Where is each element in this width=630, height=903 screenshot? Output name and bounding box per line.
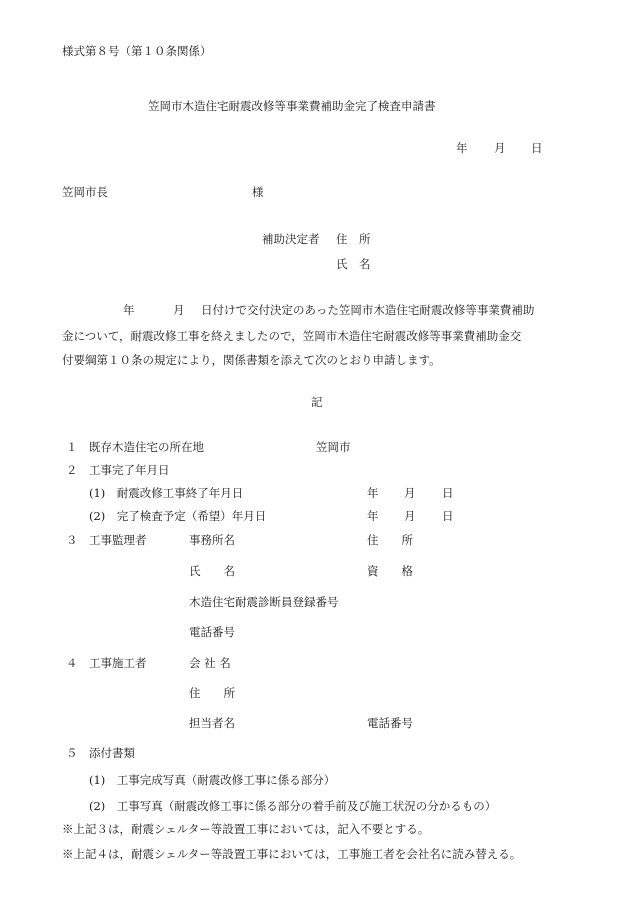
item2-sub1-year: 年 [367,486,379,500]
item3-qualification: 資 格 [367,564,413,578]
item4-number: ４ [66,656,78,670]
body-line1-month: 月 [173,303,185,317]
item1-number: １ [66,440,78,454]
addressee-honorific: 様 [252,185,264,199]
item2-label: 工事完了年月日 [89,463,170,477]
item3-office-name: 事務所名 [189,533,235,547]
form-number: 様式第８号（第１０条関係） [62,44,212,58]
addressee-name: 笠岡市長 [62,185,108,199]
item4-phone: 電話番号 [367,716,413,730]
item2-sub1-day: 日 [442,486,454,500]
item3-registration: 木造住宅耐震診断員登録番号 [189,595,339,609]
applicant-name-label: 氏 名 [336,257,371,271]
item3-number: ３ [66,533,78,547]
item1-label: 既存木造住宅の所在地 [89,440,204,454]
date-year: 年 [456,141,468,155]
item3-name: 氏 名 [189,564,235,578]
item3-phone: 電話番号 [189,625,235,639]
item1-value: 笠岡市 [316,440,351,454]
item4-company: 会 社 名 [189,656,231,670]
date-day: 日 [531,141,543,155]
body-line1-rest: 日付けで交付決定のあった笠岡市木造住宅耐震改修等事業費補助 [201,303,535,317]
applicant-address-label: 住 所 [336,232,371,246]
item4-label: 工事施工者 [89,656,147,670]
item2-sub2-label: (2) 完了検査予定（希望）年月日 [89,509,267,523]
item2-sub1-month: 月 [404,486,416,500]
item5-doc2: (2) 工事写真（耐震改修工事に係る部分の着手前及び施工状況の分かるもの） [89,799,497,813]
date-month: 月 [494,141,506,155]
ki-heading: 記 [311,395,323,409]
item5-label: 添付書類 [89,746,135,760]
item2-sub2-year: 年 [367,509,379,523]
body-line1-year: 年 [123,303,135,317]
item3-address: 住 所 [367,533,413,547]
item2-sub2-month: 月 [404,509,416,523]
item5-doc1: (1) 工事完成写真（耐震改修工事に係る部分） [89,773,336,787]
note-1: ※上記３は，耐震シェルター等設置工事においては，記入不要とする。 [62,822,430,836]
note-2: ※上記４は，耐震シェルター等設置工事においては，工事施工者を会社名に読み替える。 [62,847,522,861]
item3-label: 工事監理者 [89,533,147,547]
body-line3: 付要綱第１０条の規定により，関係書類を添えて次のとおり申請します。 [62,353,441,367]
body-line2: 金について，耐震改修工事を終えましたので，笠岡市木造住宅耐震改修等事業費補助金交 [62,329,522,343]
item4-person: 担当者名 [189,716,235,730]
document-title: 笠岡市木造住宅耐震改修等事業費補助金完了検査申請書 [148,99,436,113]
item5-number: ５ [66,746,78,760]
item2-number: ２ [66,463,78,477]
item2-sub1-label: (1) 耐震改修工事終了年月日 [89,486,244,500]
item2-sub2-day: 日 [442,509,454,523]
applicant-role: 補助決定者 [262,232,320,246]
item4-address: 住 所 [189,686,235,700]
